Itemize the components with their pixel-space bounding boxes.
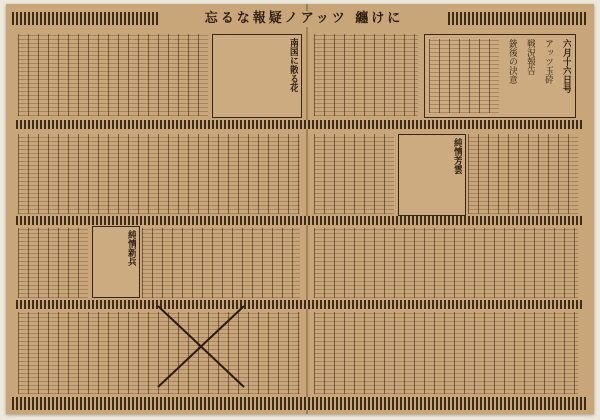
body-text-block (18, 134, 300, 214)
body-text-block (18, 228, 88, 298)
headline-1: アッツ玉砕 (543, 39, 553, 84)
body-text-block (314, 228, 578, 298)
headline-3: 銃後の決意 (507, 39, 517, 84)
illustration-ship (212, 34, 302, 118)
section-heading: 純情芳雲 (452, 138, 462, 174)
bottom-border-band (12, 397, 588, 410)
section-divider (16, 216, 584, 225)
body-text-block (18, 34, 208, 116)
center-fold (306, 4, 308, 414)
illustration-woman (398, 134, 466, 216)
body-text-block (142, 228, 300, 298)
issue-date: 六月十六日号 (561, 39, 571, 93)
illustration-skeleton (92, 226, 140, 298)
body-text-block (429, 39, 499, 113)
section-heading: 南国に散る花 (288, 38, 298, 92)
body-text-block (314, 34, 418, 116)
top-right-box (424, 34, 576, 118)
headline-2: 戦況報告 (525, 39, 535, 75)
masthead-title: 忘るな報疑ノアッツ 纏けに (160, 11, 448, 27)
body-text-block (314, 312, 578, 394)
body-text-block (314, 134, 394, 214)
section-divider (16, 300, 584, 309)
section-heading: 純情新兵 (126, 230, 136, 266)
newspaper-sheet (6, 4, 594, 414)
body-text-block (468, 134, 578, 214)
crossed-out-mark (156, 304, 246, 389)
section-divider (16, 120, 584, 129)
